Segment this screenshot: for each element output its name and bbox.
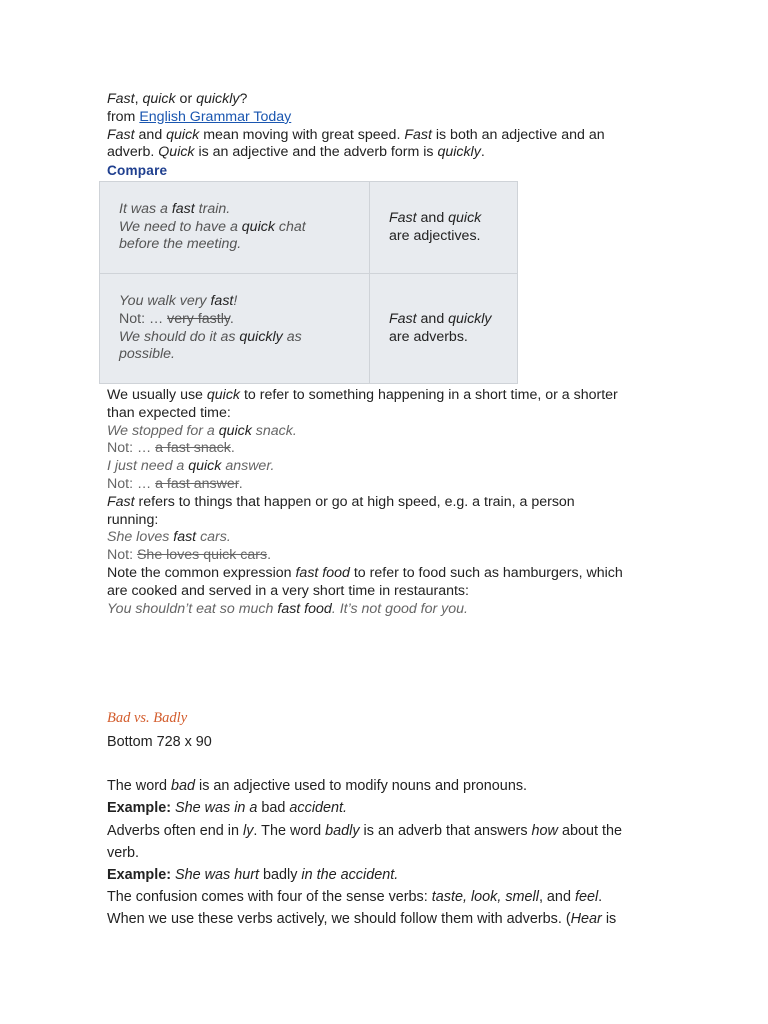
article-title — [107, 91, 667, 109]
bold-word: fast — [171, 200, 195, 217]
ad-placeholder: Bottom 728 x 90 — [107, 734, 212, 750]
intro-line-2 — [107, 144, 667, 162]
source-link[interactable]: English Grammar Today — [139, 108, 292, 125]
text: Note the common expression — [107, 564, 296, 581]
not-label: Not: — [107, 547, 137, 564]
paragraph-line — [107, 494, 667, 512]
text: adverb. — [107, 144, 159, 161]
word: how — [531, 822, 558, 839]
word: quick — [448, 209, 482, 226]
not-label: Not: … — [119, 310, 168, 327]
strikethrough-text: a fast answer — [155, 475, 239, 492]
word: Fast — [389, 209, 417, 226]
usage-section — [107, 387, 667, 618]
text: You walk very — [119, 292, 211, 309]
word: Fast — [107, 126, 135, 143]
example-line — [107, 601, 667, 619]
example-label: Example: — [107, 800, 171, 817]
example-line — [107, 458, 667, 476]
word: Quick — [158, 144, 195, 161]
example-line — [107, 864, 667, 886]
text: and — [416, 209, 449, 226]
word: Fast — [107, 493, 135, 510]
section-heading: Bad vs. Badly — [107, 710, 188, 726]
title-word-quick: quick — [142, 91, 176, 107]
example-line — [107, 797, 667, 819]
paragraph-line: running: — [107, 511, 159, 528]
not-line — [107, 547, 667, 565]
spacer — [107, 753, 667, 775]
word: Fast — [404, 126, 432, 143]
text: . — [230, 440, 235, 457]
text: . — [238, 475, 243, 492]
text: She was in a — [171, 800, 262, 817]
text: train. — [194, 200, 231, 217]
bold-word: quickly — [239, 328, 283, 345]
bold-word: quick — [241, 218, 275, 235]
compare-table — [99, 181, 518, 384]
text: before the meeting. — [119, 236, 242, 253]
text: , and — [538, 889, 575, 906]
text: is an adjective and the adverb form is — [194, 144, 438, 161]
text: is an adverb that answers — [359, 822, 532, 839]
title-word-quickly: quickly — [196, 91, 240, 107]
title-word-fast: Fast — [107, 91, 135, 107]
compare-heading: Compare — [107, 163, 168, 179]
title-sep: , — [134, 91, 143, 107]
text: You shouldn’t eat so much — [107, 600, 278, 617]
word: fast food — [295, 564, 350, 581]
intro-section — [107, 91, 667, 180]
strikethrough-text: very fastly — [167, 310, 230, 327]
not-label: Not: … — [107, 440, 156, 457]
bold-word: quick — [188, 458, 222, 475]
text: . — [480, 144, 485, 161]
intro-line-1 — [107, 127, 667, 145]
example-line — [107, 529, 667, 547]
text: refers to things that happen or go at high speed, e.g. a train, a person — [134, 493, 575, 510]
text: . — [229, 310, 234, 327]
text: as — [282, 328, 302, 345]
paragraph-line — [107, 775, 667, 797]
strikethrough-text: She loves quick cars — [136, 547, 268, 564]
text: cars. — [196, 529, 231, 546]
text: and — [416, 310, 449, 327]
text: . — [598, 889, 603, 906]
not-line — [107, 476, 667, 494]
word: badly — [325, 822, 360, 839]
paragraph-line — [107, 908, 667, 930]
word: quickly — [437, 144, 481, 161]
table-cell-examples — [100, 274, 370, 384]
example-label: Example: — [107, 867, 171, 884]
paragraph-line: are cooked and served in a very short time in restaurants: — [107, 582, 469, 599]
text: are adverbs. — [389, 328, 468, 345]
bold-word: fast — [173, 529, 197, 546]
paragraph-line: than expected time: — [107, 404, 231, 421]
text: We usually use — [107, 387, 207, 403]
strikethrough-text: a fast snack — [155, 440, 231, 457]
text: accident. — [285, 800, 348, 817]
paragraph-line — [107, 886, 667, 908]
paragraph-line — [107, 565, 667, 583]
word: Fast — [389, 310, 417, 327]
text: She loves — [107, 529, 174, 546]
text: Adverbs often end in — [107, 822, 244, 839]
text: . — [267, 547, 272, 564]
text: It was a — [119, 200, 172, 217]
text: to refer to something happening in a short time, or a shorter — [240, 387, 618, 403]
text: I just need a — [107, 458, 189, 475]
paragraph-line — [107, 820, 667, 842]
text: When we use these verbs actively, we should follow them with adverbs. ( — [107, 911, 571, 928]
title-or: or — [175, 91, 197, 107]
word: feel — [574, 889, 599, 906]
text: in the accident. — [297, 867, 399, 884]
text: . The word — [253, 822, 326, 839]
text: mean moving with great speed. — [199, 126, 405, 143]
bold-word: quick — [218, 422, 252, 439]
text: We should do it as — [119, 328, 240, 345]
text: possible. — [119, 346, 175, 363]
text: is an adjective used to modify nouns and pronouns. — [195, 778, 528, 795]
text: chat — [274, 218, 306, 235]
text: snack. — [251, 422, 297, 439]
text: is both an adjective and an — [431, 126, 605, 143]
text: The word — [107, 778, 171, 795]
word: quick — [206, 387, 241, 403]
text: The confusion comes with four of the sense verbs: — [107, 889, 432, 906]
text: We need to have a — [119, 218, 242, 235]
example-line — [107, 423, 667, 441]
table-cell-examples — [100, 182, 370, 274]
text: She was hurt — [171, 867, 263, 884]
word: quick — [166, 126, 200, 143]
text: answer. — [221, 458, 275, 475]
text: We stopped for a — [107, 422, 219, 439]
paragraph-line: verb. — [107, 844, 139, 861]
text: ! — [233, 292, 238, 309]
word: ly — [243, 822, 254, 839]
bold-word: fast — [210, 292, 234, 309]
text: about the — [557, 822, 622, 839]
text: are adjectives. — [389, 227, 481, 244]
word: taste, look, smell — [431, 889, 539, 906]
text: is — [601, 911, 617, 928]
not-label: Not: … — [107, 475, 156, 492]
not-line — [107, 440, 667, 458]
word: bad — [171, 778, 196, 795]
from-label: from — [107, 108, 140, 125]
table-cell-note — [370, 182, 518, 274]
word: Hear — [570, 911, 602, 928]
table-row — [100, 182, 518, 274]
table-cell-note — [370, 274, 518, 384]
text: to refer to food such as hamburgers, which — [349, 564, 623, 581]
source-line — [107, 109, 667, 127]
word: quickly — [448, 310, 492, 327]
paragraph-line — [107, 387, 667, 405]
title-end: ? — [239, 91, 248, 107]
bad-badly-section — [107, 709, 667, 931]
word: bad — [261, 800, 286, 817]
text: and — [134, 126, 167, 143]
bold-word: fast food — [277, 600, 332, 617]
table-row — [100, 274, 518, 384]
word: badly — [263, 867, 298, 884]
text: . It’s not good for you. — [331, 600, 468, 617]
